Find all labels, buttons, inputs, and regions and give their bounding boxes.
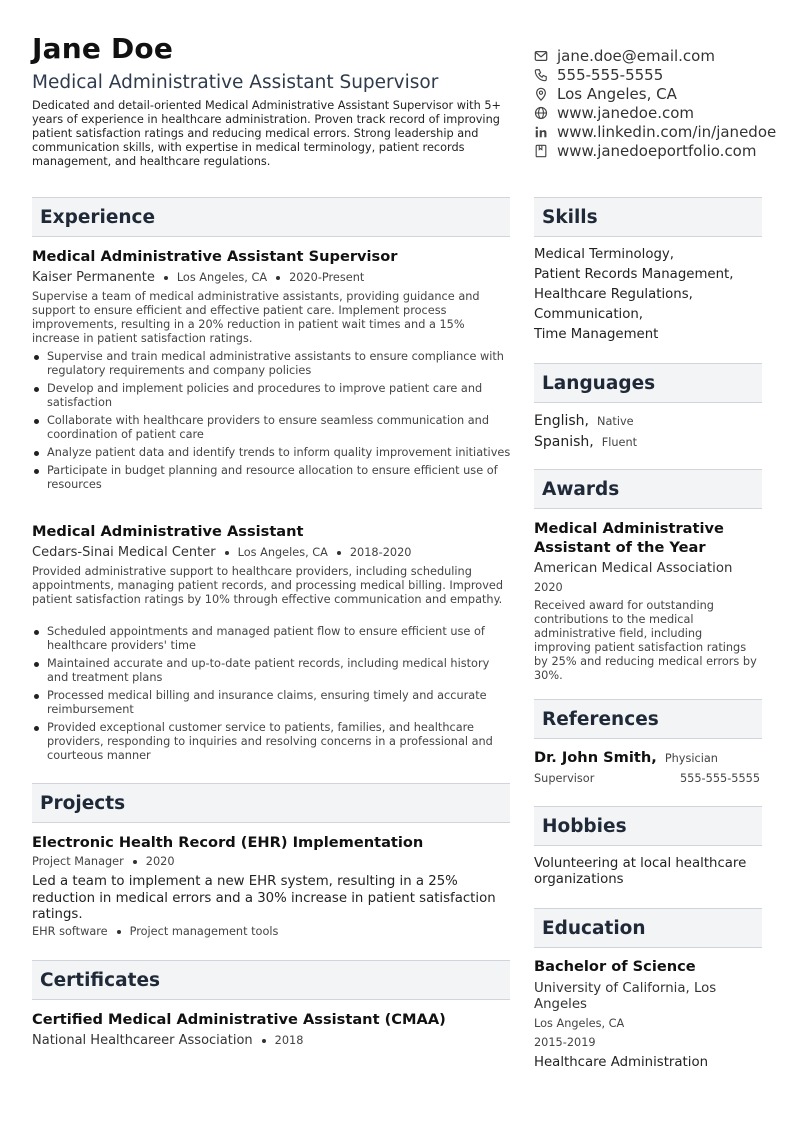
- skills-section-header: Skills: [534, 197, 762, 237]
- separator-dot: [337, 551, 341, 555]
- job-meta: [32, 270, 364, 285]
- reference-name: Dr. John Smith,: [534, 749, 657, 766]
- job-bullets: [32, 625, 512, 767]
- separator-dot: [164, 276, 168, 280]
- list-item: Participate in budget planning and resource allocation to ensure efficient use of resources: [32, 464, 512, 492]
- reference-name-row: [534, 749, 762, 766]
- experience-section-header: Experience: [32, 197, 510, 237]
- job-title: Medical Administrative Assistant: [32, 523, 304, 540]
- portfolio-icon: [534, 144, 548, 158]
- education-dates: 2015-2019: [534, 1036, 596, 1049]
- languages-section-header: Languages: [534, 363, 762, 403]
- contact-email[interactable]: [534, 46, 794, 65]
- project-role: Project Manager: [32, 855, 124, 868]
- language-name: Spanish,: [534, 434, 594, 450]
- job-meta: [32, 545, 411, 560]
- separator-dot: [117, 930, 121, 934]
- list-item: Maintained accurate and up-to-date patient records, including medical history and treatment plans: [32, 657, 512, 685]
- language-level: Fluent: [601, 436, 638, 449]
- education-section-header: Education: [534, 908, 762, 948]
- separator-dot: [133, 860, 137, 864]
- mail-icon: [534, 49, 548, 63]
- job-bullets: [32, 350, 512, 496]
- language-level: Native: [597, 415, 634, 428]
- certificate-title: Certified Medical Administrative Assistant (CMAA): [32, 1011, 446, 1028]
- job-dates: 2020-Present: [289, 271, 365, 284]
- education-field: Healthcare Administration: [534, 1055, 709, 1070]
- contact-linkedin-text: www.linkedin.com/in/janedoe: [557, 122, 777, 141]
- project-year: 2020: [145, 855, 175, 868]
- contact-phone-text: 555-555-5555: [557, 65, 664, 84]
- company-name: Cedars-Sinai Medical Center: [32, 545, 216, 560]
- list-item: Supervise and train medical administrative assistants to ensure compliance with regulatory requirements and company policies: [32, 350, 512, 378]
- separator-dot: [225, 551, 229, 555]
- skill-item: Medical Terminology,: [534, 247, 675, 262]
- reference-role: Supervisor: [534, 772, 595, 785]
- hobbies-section-header: Hobbies: [534, 806, 762, 846]
- education-degree: Bachelor of Science: [534, 958, 696, 975]
- references-section-header: References: [534, 699, 762, 739]
- certificates-section-header: Certificates: [32, 960, 510, 1000]
- award-description: Received award for outstanding contributions to the medical administrative field, including improving patient satisfaction ratings by 25% and reducing medical errors by 30%.: [534, 599, 757, 682]
- contact-list: [534, 46, 794, 160]
- project-tags: [32, 925, 278, 938]
- skills-list: [534, 245, 762, 345]
- contact-phone[interactable]: [534, 65, 794, 84]
- contact-website-text: www.janedoe.com: [557, 103, 695, 122]
- language-name: English,: [534, 413, 590, 429]
- language-item: [534, 432, 762, 453]
- job-dates: 2018-2020: [349, 546, 412, 559]
- project-meta: [32, 855, 175, 868]
- list-item: Scheduled appointments and managed patient flow to ensure efficient use of healthcare providers' time: [32, 625, 512, 653]
- project-title: Electronic Health Record (EHR) Implementation: [32, 834, 424, 851]
- company-name: Kaiser Permanente: [32, 270, 155, 285]
- project-description: Led a team to implement a new EHR system, resulting in a 25% reduction in medical errors and a 30% increase in patient satisfaction ratings.: [32, 874, 496, 922]
- list-item: Develop and implement policies and procedures to improve patient care and satisfaction: [32, 382, 512, 410]
- list-item: Processed medical billing and insurance claims, ensuring timely and accurate reimbursement: [32, 689, 512, 717]
- language-item: [534, 411, 762, 432]
- reference-position: Physician: [664, 752, 718, 765]
- awards-section-header: Awards: [534, 469, 762, 509]
- award-year: 2020: [534, 581, 563, 594]
- list-item: Collaborate with healthcare providers to ensure seamless communication and coordination of patient care: [32, 414, 512, 442]
- education-location: Los Angeles, CA: [534, 1017, 625, 1030]
- contact-portfolio[interactable]: [534, 141, 794, 160]
- project-tag: EHR software: [32, 925, 108, 938]
- projects-section-header: Projects: [32, 783, 510, 823]
- award-title: Medical Administrative Assistant of the Year: [534, 520, 724, 556]
- linkedin-icon: [534, 125, 548, 139]
- job-location: Los Angeles, CA: [237, 546, 328, 559]
- skill-item: Communication,: [534, 307, 644, 322]
- skill-item: Patient Records Management,: [534, 267, 734, 282]
- list-item: Analyze patient data and identify trends to inform quality improvement initiatives: [32, 446, 512, 460]
- contact-linkedin[interactable]: [534, 122, 794, 141]
- skill-item: Time Management: [534, 327, 659, 342]
- location-pin-icon: [534, 87, 548, 101]
- contact-location: [534, 84, 794, 103]
- candidate-title: Medical Administrative Assistant Supervisor: [32, 72, 439, 93]
- globe-icon: [534, 106, 548, 120]
- reference-phone[interactable]: 555-555-5555: [680, 772, 761, 785]
- project-tag: Project management tools: [129, 925, 279, 938]
- separator-dot: [262, 1039, 266, 1043]
- job-title: Medical Administrative Assistant Supervisor: [32, 248, 398, 265]
- list-item: Provided exceptional customer service to patients, families, and healthcare providers, responding to inquiries and resolving concerns in a professional and courteous manner: [32, 721, 512, 763]
- contact-website[interactable]: [534, 103, 794, 122]
- phone-icon: [534, 68, 548, 82]
- award-organization: American Medical Association: [534, 561, 733, 576]
- separator-dot: [276, 276, 280, 280]
- contact-email-text: jane.doe@email.com: [557, 46, 715, 65]
- contact-portfolio-text: www.janedoeportfolio.com: [557, 141, 757, 160]
- hobbies-text: Volunteering at local healthcare organizations: [534, 856, 747, 887]
- certificate-issuer: National Healthcareer Association: [32, 1033, 253, 1048]
- skill-item: Healthcare Regulations,: [534, 287, 693, 302]
- contact-location-text: Los Angeles, CA: [557, 84, 677, 103]
- summary-text: Dedicated and detail-oriented Medical Administrative Assistant Supervisor with 5+ years of experience in healthcare administration. Proven track record of improving patient satisfaction ratings and reducing medical errors. Strong leadership and communication skills, with expertise in medical terminology, patient records management, and healthcare regulations.: [32, 99, 501, 168]
- languages-list: [534, 411, 762, 453]
- certificate-meta: [32, 1033, 303, 1048]
- job-location: Los Angeles, CA: [176, 271, 268, 284]
- job-description: Supervise a team of medical administrative assistants, providing guidance and support to ensure efficient and effective patient care. Implement process improvements, resulting in a 20% reduction in patient wait times and a 15% increase in patient satisfaction ratings.: [32, 290, 480, 345]
- job-description: Provided administrative support to healthcare providers, including scheduling appointments, managing patient records, and processing medical billing. Improved patient satisfaction ratings by 10% through effective communication and empathy.: [32, 565, 504, 606]
- candidate-name: Jane Doe: [32, 32, 174, 65]
- certificate-year: 2018: [274, 1034, 304, 1047]
- education-school: University of California, Los Angeles: [534, 981, 717, 1012]
